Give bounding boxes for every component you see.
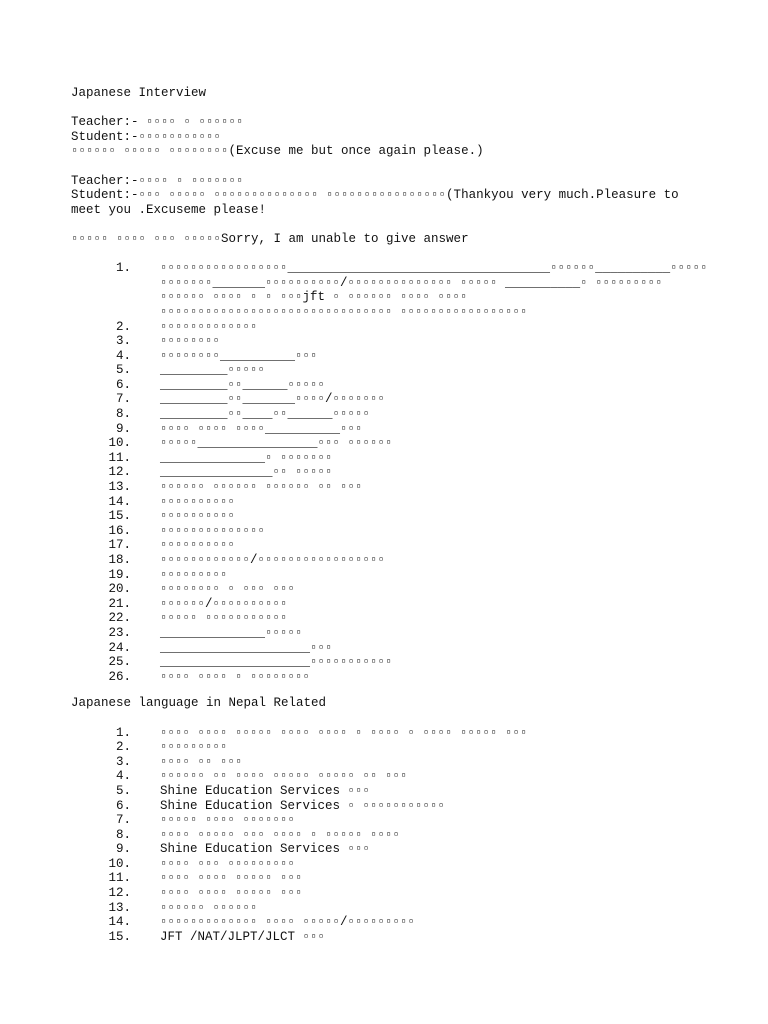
interview-question-list [71, 261, 708, 684]
list-item-number: 19. [108, 567, 131, 582]
excuse-line: ▫▫▫▫▫▫ ▫▫▫▫▫ ▫▫▫▫▫▫▫▫(Excuse me but once again please.) [71, 144, 484, 159]
list-item [71, 568, 701, 583]
list-item-number: 2. [115, 740, 131, 755]
nepal-related-question-list [71, 726, 701, 945]
list-item-number: 24. [108, 640, 131, 655]
teacher-line-1: Teacher:- ▫▫▫▫ ▫ ▫▫▫▫▫▫ [71, 115, 244, 130]
list-item-text: ▫▫▫▫▫▫ ▫▫ ▫▫▫▫ ▫▫▫▫▫ ▫▫▫▫▫ ▫▫ ▫▫▫ [160, 769, 408, 784]
list-item-text: ▫▫▫▫ ▫▫▫▫ ▫▫▫▫▫ ▫▫▫▫ ▫▫▫▫ ▫ ▫▫▫▫ ▫ ▫▫▫▫ ▫▫▫▫▫ ▫▫▫ [160, 725, 528, 740]
list-item-text: ▫▫▫▫▫▫▫▫▫▫ [160, 509, 236, 524]
list-item-number: 21. [108, 596, 131, 611]
list-item-text: ▫▫▫▫▫▫▫▫ [160, 334, 221, 349]
list-item-text: ____________________▫▫▫▫▫▫▫▫▫▫▫ [160, 655, 393, 670]
list-item-text: ▫▫▫▫▫▫▫▫__________▫▫▫ [160, 348, 318, 363]
list-item [71, 378, 701, 393]
list-item [71, 726, 701, 741]
list-item-text: _________▫▫▫▫▫ [160, 363, 266, 378]
list-item-text: ▫▫▫▫▫▫▫▫▫▫ [160, 538, 236, 553]
list-item-text: _________▫▫_______▫▫▫▫/▫▫▫▫▫▫▫ [160, 392, 386, 407]
list-item-text: ▫▫▫▫▫________________▫▫▫ ▫▫▫▫▫▫ [160, 436, 393, 451]
section-title-nepal: Japanese language in Nepal Related [71, 696, 327, 711]
list-item-number: 17. [108, 538, 131, 553]
list-item-number: 7. [115, 392, 131, 407]
list-item [71, 436, 701, 451]
list-item-number: 3. [115, 754, 131, 769]
list-item-text: ▫▫▫▫▫▫▫▫▫ [160, 740, 228, 755]
list-item-text: ▫▫▫▫▫▫ ▫▫▫▫▫▫ [160, 900, 258, 915]
list-item-number: 22. [108, 611, 131, 626]
list-item-number: 15. [108, 509, 131, 524]
list-item-text: ▫▫▫▫ ▫▫▫▫ ▫▫▫▫▫ ▫▫▫ [160, 871, 303, 886]
list-item-text: ▫▫▫▫▫▫▫▫▫▫▫▫▫▫▫▫▫___________________________________▫▫▫▫▫▫__________▫▫▫▫▫ ▫▫▫▫▫▫▫_______▫▫▫▫▫▫▫▫▫▫/▫▫▫▫▫▫▫▫▫▫▫▫▫▫ ▫▫▫▫▫ __________▫ ▫▫▫▫▫▫▫▫▫ ▫▫▫▫▫▫ ▫▫▫▫ ▫ ▫ ▫▫▫jft ▫ ▫▫▫▫▫▫ ▫▫▫▫ ▫▫▫▫ ▫▫▫▫▫▫▫▫▫▫▫▫▫▫▫▫▫▫▫▫▫▫▫▫▫▫▫▫▫▫▫ ▫▫▫▫▫▫▫▫▫▫▫▫▫▫▫▫▫ [160, 261, 708, 319]
list-item [71, 320, 701, 335]
list-item-number: 25. [108, 655, 131, 670]
intro-paragraph-2 [71, 174, 701, 218]
list-item-number: 7. [115, 813, 131, 828]
list-item-number: 16. [108, 523, 131, 538]
list-item [71, 842, 701, 857]
teacher-line-2: Teacher:-▫▫▫▫ ▫ ▫▫▫▫▫▫▫ [71, 173, 244, 188]
document-title: Japanese Interview [71, 86, 207, 100]
list-item-number: 26. [108, 669, 131, 684]
list-item [71, 538, 701, 553]
list-item-number: 23. [108, 625, 131, 640]
list-item-text: ____________________▫▫▫ [160, 640, 333, 655]
list-item [71, 755, 701, 770]
list-item [71, 553, 701, 568]
list-item [71, 641, 701, 656]
list-item [71, 261, 708, 319]
list-item-text: ▫▫▫▫ ▫▫▫▫ ▫▫▫▫▫ ▫▫▫ [160, 886, 303, 901]
list-item [71, 626, 701, 641]
list-item [71, 407, 701, 422]
list-item [71, 813, 701, 828]
list-item-number: 14. [108, 494, 131, 509]
list-item [71, 480, 701, 495]
list-item-number: 10. [108, 856, 131, 871]
list-item-text: ▫▫▫▫▫▫▫▫▫▫▫▫▫ [160, 319, 258, 334]
list-item-number: 11. [108, 871, 131, 886]
list-item-text: ▫▫▫▫▫ ▫▫▫▫▫▫▫▫▫▫▫ [160, 611, 288, 626]
list-item-text: ▫▫▫▫▫▫▫▫▫▫▫▫▫▫ [160, 523, 266, 538]
list-item-number: 6. [115, 377, 131, 392]
list-item [71, 611, 701, 626]
list-item-text: ▫▫▫▫ ▫▫▫▫ ▫ ▫▫▫▫▫▫▫▫ [160, 669, 311, 684]
list-item [71, 349, 701, 364]
list-item-number: 12. [108, 465, 131, 480]
list-item [71, 769, 701, 784]
list-item [71, 495, 701, 510]
list-item [71, 524, 701, 539]
list-item [71, 670, 701, 685]
list-item-number: 13. [108, 480, 131, 495]
list-item-text: ▫▫▫▫▫▫/▫▫▫▫▫▫▫▫▫▫ [160, 596, 288, 611]
list-item-text: Shine Education Services ▫ ▫▫▫▫▫▫▫▫▫▫▫ [160, 798, 446, 813]
list-item-number: 12. [108, 886, 131, 901]
list-item-number: 4. [115, 348, 131, 363]
list-item-text: ______________▫ ▫▫▫▫▫▫▫ [160, 450, 333, 465]
list-item [71, 582, 701, 597]
list-item [71, 857, 701, 872]
list-item-number: 5. [115, 363, 131, 378]
list-item [71, 886, 701, 901]
list-item [71, 799, 701, 814]
list-item-number: 1. [115, 261, 131, 276]
list-item-number: 20. [108, 582, 131, 597]
list-item-number: 8. [115, 407, 131, 422]
list-item-number: 6. [115, 798, 131, 813]
list-item-text: ▫▫▫▫▫▫ ▫▫▫▫▫▫ ▫▫▫▫▫▫ ▫▫ ▫▫▫ [160, 480, 363, 495]
list-item-text: Shine Education Services ▫▫▫ [160, 842, 371, 857]
list-item-number: 5. [115, 783, 131, 798]
list-item-number: 10. [108, 436, 131, 451]
list-item-text: JFT /NAT/JLPT/JLCT ▫▫▫ [160, 929, 326, 944]
list-item [71, 871, 701, 886]
list-item-text: ▫▫▫▫ ▫▫▫▫▫ ▫▫▫ ▫▫▫▫ ▫ ▫▫▫▫▫ ▫▫▫▫ [160, 827, 401, 842]
list-item-text: ______________▫▫▫▫▫ [160, 625, 303, 640]
student-line-1: Student:-▫▫▫▫▫▫▫▫▫▫▫ [71, 129, 222, 144]
list-item-number: 9. [115, 421, 131, 436]
list-item-text: ▫▫▫▫ ▫▫▫ ▫▫▫▫▫▫▫▫▫ [160, 856, 296, 871]
list-item [71, 655, 701, 670]
list-item-number: 11. [108, 450, 131, 465]
list-item-number: 18. [108, 553, 131, 567]
list-item-number: 8. [115, 827, 131, 842]
list-item [71, 740, 701, 755]
list-item [71, 465, 701, 480]
list-item [71, 828, 701, 843]
list-item-number: 15. [108, 929, 131, 944]
student-line-2: Student:-▫▫▫ ▫▫▫▫▫ ▫▫▫▫▫▫▫▫▫▫▫▫▫▫ ▫▫▫▫▫▫▫▫▫▫▫▫▫▫▫▫(Thankyou very much.Pleasure to meet you .Excuseme please! [71, 188, 679, 217]
list-item-text: ▫▫▫▫▫ ▫▫▫▫ ▫▫▫▫▫▫▫ [160, 813, 296, 828]
list-item-number: 4. [115, 769, 131, 784]
list-item [71, 334, 701, 349]
list-item [71, 509, 701, 524]
list-item-text: _______________▫▫ ▫▫▫▫▫ [160, 465, 333, 480]
list-item-number: 14. [108, 915, 131, 930]
list-item-number: 1. [115, 725, 131, 740]
list-item-number: 3. [115, 334, 131, 349]
list-item-text: ▫▫▫▫▫▫▫▫ ▫ ▫▫▫ ▫▫▫ [160, 582, 296, 597]
list-item-text: _________▫▫____▫▫______▫▫▫▫▫ [160, 407, 371, 422]
list-item-text: ▫▫▫▫▫▫▫▫▫ [160, 567, 228, 582]
list-item-number: 13. [108, 900, 131, 915]
list-item [71, 901, 701, 916]
list-item-text: ▫▫▫▫ ▫▫▫▫ ▫▫▫▫__________▫▫▫ [160, 421, 363, 436]
list-item-number: 2. [115, 319, 131, 334]
list-item-text: ▫▫▫▫▫▫▫▫▫▫ [160, 494, 236, 509]
list-item [71, 451, 701, 466]
list-item-text: ▫▫▫▫▫▫▫▫▫▫▫▫▫ ▫▫▫▫ ▫▫▫▫▫/▫▫▫▫▫▫▫▫▫ [160, 915, 416, 930]
list-item [71, 930, 701, 945]
list-item [71, 363, 701, 378]
list-item [71, 422, 701, 437]
intro-paragraph-1 [71, 115, 701, 159]
document-page [71, 86, 708, 956]
list-item-text: ▫▫▫▫ ▫▫ ▫▫▫ [160, 754, 243, 769]
list-item-text: Shine Education Services ▫▫▫ [160, 783, 371, 798]
sorry-line: ▫▫▫▫▫ ▫▫▫▫ ▫▫▫ ▫▫▫▫▫Sorry, I am unable to give answer [71, 231, 469, 246]
list-item [71, 392, 701, 407]
list-item [71, 784, 701, 799]
list-item [71, 597, 701, 612]
list-item-number: 9. [115, 842, 131, 857]
list-item-text: _________▫▫______▫▫▫▫▫ [160, 377, 326, 392]
list-item-text: ▫▫▫▫▫▫▫▫▫▫▫▫/▫▫▫▫▫▫▫▫▫▫▫▫▫▫▫▫▫ [160, 553, 386, 567]
list-item [71, 915, 701, 930]
